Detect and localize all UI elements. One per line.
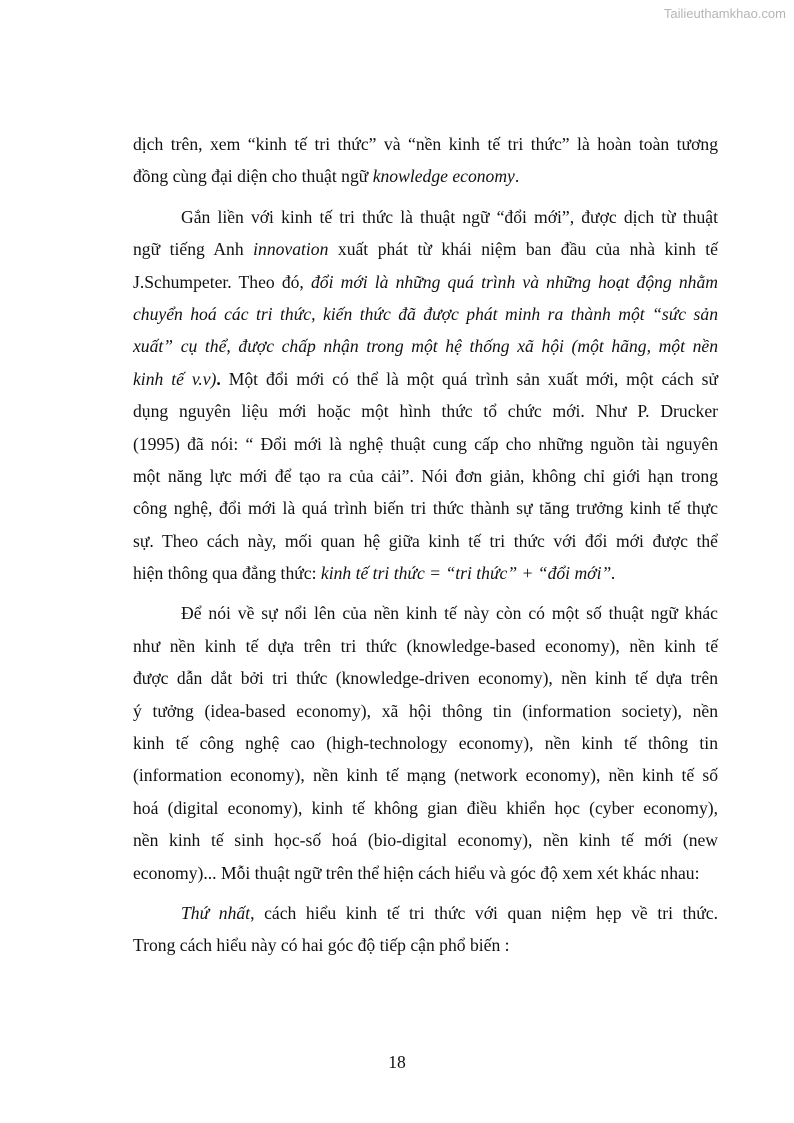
text-run: Để nói về sự nổi lên của nền kinh tế này còn có một số thuật ngữ khác (181, 603, 718, 624)
text-line (133, 363, 718, 395)
text-line (133, 428, 718, 460)
text-line (133, 492, 718, 524)
text-line (133, 897, 718, 929)
text-line (133, 557, 718, 589)
text-line (133, 460, 718, 492)
text-run: công nghệ, đổi mới là quá trình biến tri thức thành sự tăng trưởng kinh tế thực (133, 498, 718, 519)
text-line (133, 525, 718, 557)
text-line (133, 201, 718, 233)
text-run: hiện thông qua đẳng thức: (133, 563, 321, 584)
text-line (133, 857, 718, 889)
text-line (133, 233, 718, 265)
text-run: xuất” cụ thể, được chấp nhận trong một hệ thống xã hội (một hãng, một nền (133, 336, 718, 357)
text-run: innovation (253, 239, 329, 260)
paragraph-gap (133, 589, 718, 597)
text-line (133, 824, 718, 856)
page-number: 18 (388, 1052, 406, 1072)
text-run: đổi mới là những quá trình và những hoạt động nhằm (310, 271, 718, 292)
text-line (133, 630, 718, 662)
text-line (133, 128, 718, 160)
text-run: dịch trên, xem “kinh tế tri thức” và “nền kinh tế tri thức” là hoàn toàn tương (133, 134, 718, 154)
text-run: J.Schumpeter. Theo đó, (133, 271, 311, 292)
text-line (133, 662, 718, 694)
text-run: xuất phát từ khái niệm ban đầu của nhà kinh tế (328, 239, 718, 260)
paragraph-gap (133, 193, 718, 201)
text-run: đồng cùng đại diện cho thuật ngữ (133, 166, 373, 187)
paragraph (133, 897, 718, 962)
text-run: (1995) đã nói: “ Đổi mới là nghệ thuật cung cấp cho những nguồn tài nguyên (133, 433, 718, 454)
text-line (133, 792, 718, 824)
text-run: chuyển hoá các tri thức, kiến thức đã được phát minh ra thành một “sức sản (133, 303, 718, 324)
text-run: được dẫn dắt bởi tri thức (knowledge-driven economy), nền kinh tế dựa trên (133, 668, 718, 689)
text-run: một năng lực mới để tạo ra của cải”. Nói đơn giản, không chỉ giới hạn trong (133, 465, 718, 486)
text-line (133, 929, 718, 961)
text-run: Thứ nhất (181, 902, 251, 923)
text-run: dụng nguyên liệu mới hoặc một hình thức tổ chức mới. Như P. Drucker (133, 401, 718, 422)
text-run: hoá (digital economy), kinh tế không gian điều khiển học (cyber economy), (133, 797, 718, 818)
paragraph-gap (133, 889, 718, 897)
text-run: kinh tế công nghệ cao (high-technology economy), nền kinh tế thông tin (133, 733, 718, 754)
body-text (133, 128, 718, 962)
text-line (133, 330, 718, 362)
text-run: . (216, 368, 221, 389)
text-run: Gắn liền với kinh tế tri thức là thuật ngữ “đổi mới”, được dịch từ thuật (181, 206, 718, 227)
watermark: Tailieuthamkhao.com (663, 6, 786, 21)
text-run: , cách hiểu kinh tế tri thức với quan niệm hẹp về tri thức. (250, 902, 718, 923)
text-line (133, 298, 718, 330)
text-run: . (514, 166, 520, 187)
text-run: ngữ tiếng Anh (133, 239, 254, 260)
text-run: ý tưởng (idea-based economy), xã hội thông tin (information society), nền (133, 700, 718, 721)
paragraph (133, 201, 718, 590)
text-run: nền kinh tế sinh học-số hoá (bio-digital economy), nền kinh tế mới (new (133, 830, 718, 851)
text-run: knowledge economy (372, 166, 515, 187)
text-run: kinh tế v.v) (133, 368, 217, 389)
text-run: Trong cách hiểu này có hai góc độ tiếp cận phổ biến : (133, 935, 510, 956)
text-run: economy)... Mỗi thuật ngữ trên thể hiện cách hiểu và góc độ xem xét khác nhau: (133, 862, 700, 883)
text-run: sự. Theo cách này, mối quan hệ giữa kinh tế tri thức với đổi mới được thể (133, 530, 718, 551)
text-line (133, 395, 718, 427)
text-run: như nền kinh tế dựa trên tri thức (knowledge-based economy), nền kinh tế (133, 635, 718, 656)
paragraph (133, 128, 718, 193)
text-run: kinh tế tri thức = “tri thức” + “đổi mới”. (320, 563, 616, 584)
text-run: Một đổi mới có thể là một quá trình sản xuất mới, một cách sử (220, 368, 718, 389)
text-run: (information economy), nền kinh tế mạng (network economy), nền kinh tế số (133, 765, 718, 786)
text-line (133, 266, 718, 298)
text-line (133, 597, 718, 629)
paragraph (133, 597, 718, 889)
text-line (133, 695, 718, 727)
text-line (133, 727, 718, 759)
text-line (133, 160, 718, 192)
text-line (133, 759, 718, 791)
